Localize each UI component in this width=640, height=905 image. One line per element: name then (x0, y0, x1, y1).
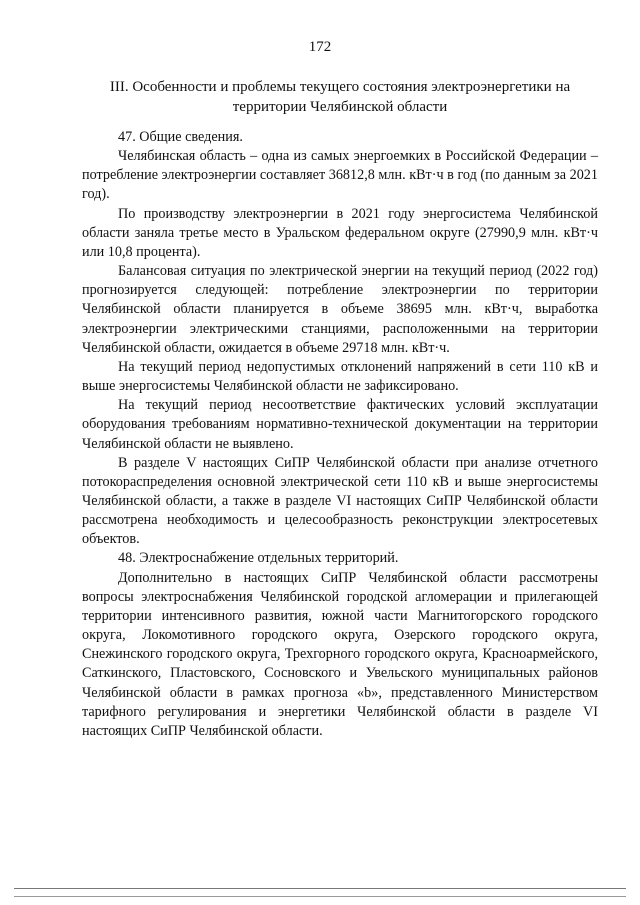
section-heading: III. Особенности и проблемы текущего состояния электроэнергетики на территории Челябинской области (109, 79, 571, 115)
page-number: 172 (308, 39, 332, 55)
page-bottom-rule-secondary (14, 896, 626, 897)
paragraph-voltage-deviations: На текущий период недопустимых отклонений напряжений в сети 110 кВ и выше энергосистемы Челябинской области не зафиксировано. (82, 358, 598, 395)
paragraph-operating-conditions: На текущий период несоответствие фактических условий эксплуатации оборудования требованиям нормативно-технической документации на территории Челябинской области не выявлено. (82, 397, 598, 452)
paragraph-general-info-heading: 47. Общие сведения. (118, 129, 243, 145)
body-text (82, 128, 598, 741)
paragraph-reconstruction: В разделе V настоящих СиПР Челябинской области при анализе отчетного потокораспределения основной электрической сети 110 кВ и выше энергосистемы Челябинской области, а также в разделе VI настоящих СиПР Челябинской области рассмотрена необходимость и целесообразность реконструкции электросетевых объектов. (82, 454, 598, 548)
paragraph-territories-details: Дополнительно в настоящих СиПР Челябинской области рассмотрены вопросы электроснабжения Челябинской городской агломерации и прилегающей территории интенсивного развития, южной части Магнитогорского городского округа, Локомотивного городского округа, Озерского городского округа, Снежинского городского округа, Трехгорного городского округа, Красноармейского, Саткинского, Пластовского, Сосновского и Увельского муниципальных районов Челябинской области в рамках прогноза «b», представленного Министерством тарифного регулирования и энергетики Челябинской области в разделе VI настоящих СиПР Челябинской области. (82, 569, 598, 739)
page-bottom-rule (14, 888, 626, 889)
paragraph-energy-balance: Балансовая ситуация по электрической энергии на текущий период (2022 год) прогнозируется следующей: потребление электроэнергии по территории Челябинской области планируется в объеме 38695 млн. кВт·ч, выработка электроэнергии электрическими станциями, расположенными на территории Челябинской области, ожидается в объеме 29718 млн. кВт·ч. (82, 263, 598, 356)
paragraph-energy-production: По производству электроэнергии в 2021 году энергосистема Челябинской области заняла третье место в Уральском федеральном округе (27990,9 млн. кВт·ч или 10,8 процента). (82, 205, 598, 260)
paragraph-territories-heading: 48. Электроснабжение отдельных территорий. (118, 550, 399, 567)
paragraph-energy-consumption: Челябинская область – одна из самых энергоемких в Российской Федерации – потребление электроэнергии составляет 36812,8 млн. кВт·ч в год (по данным за 2021 год). (82, 148, 598, 203)
